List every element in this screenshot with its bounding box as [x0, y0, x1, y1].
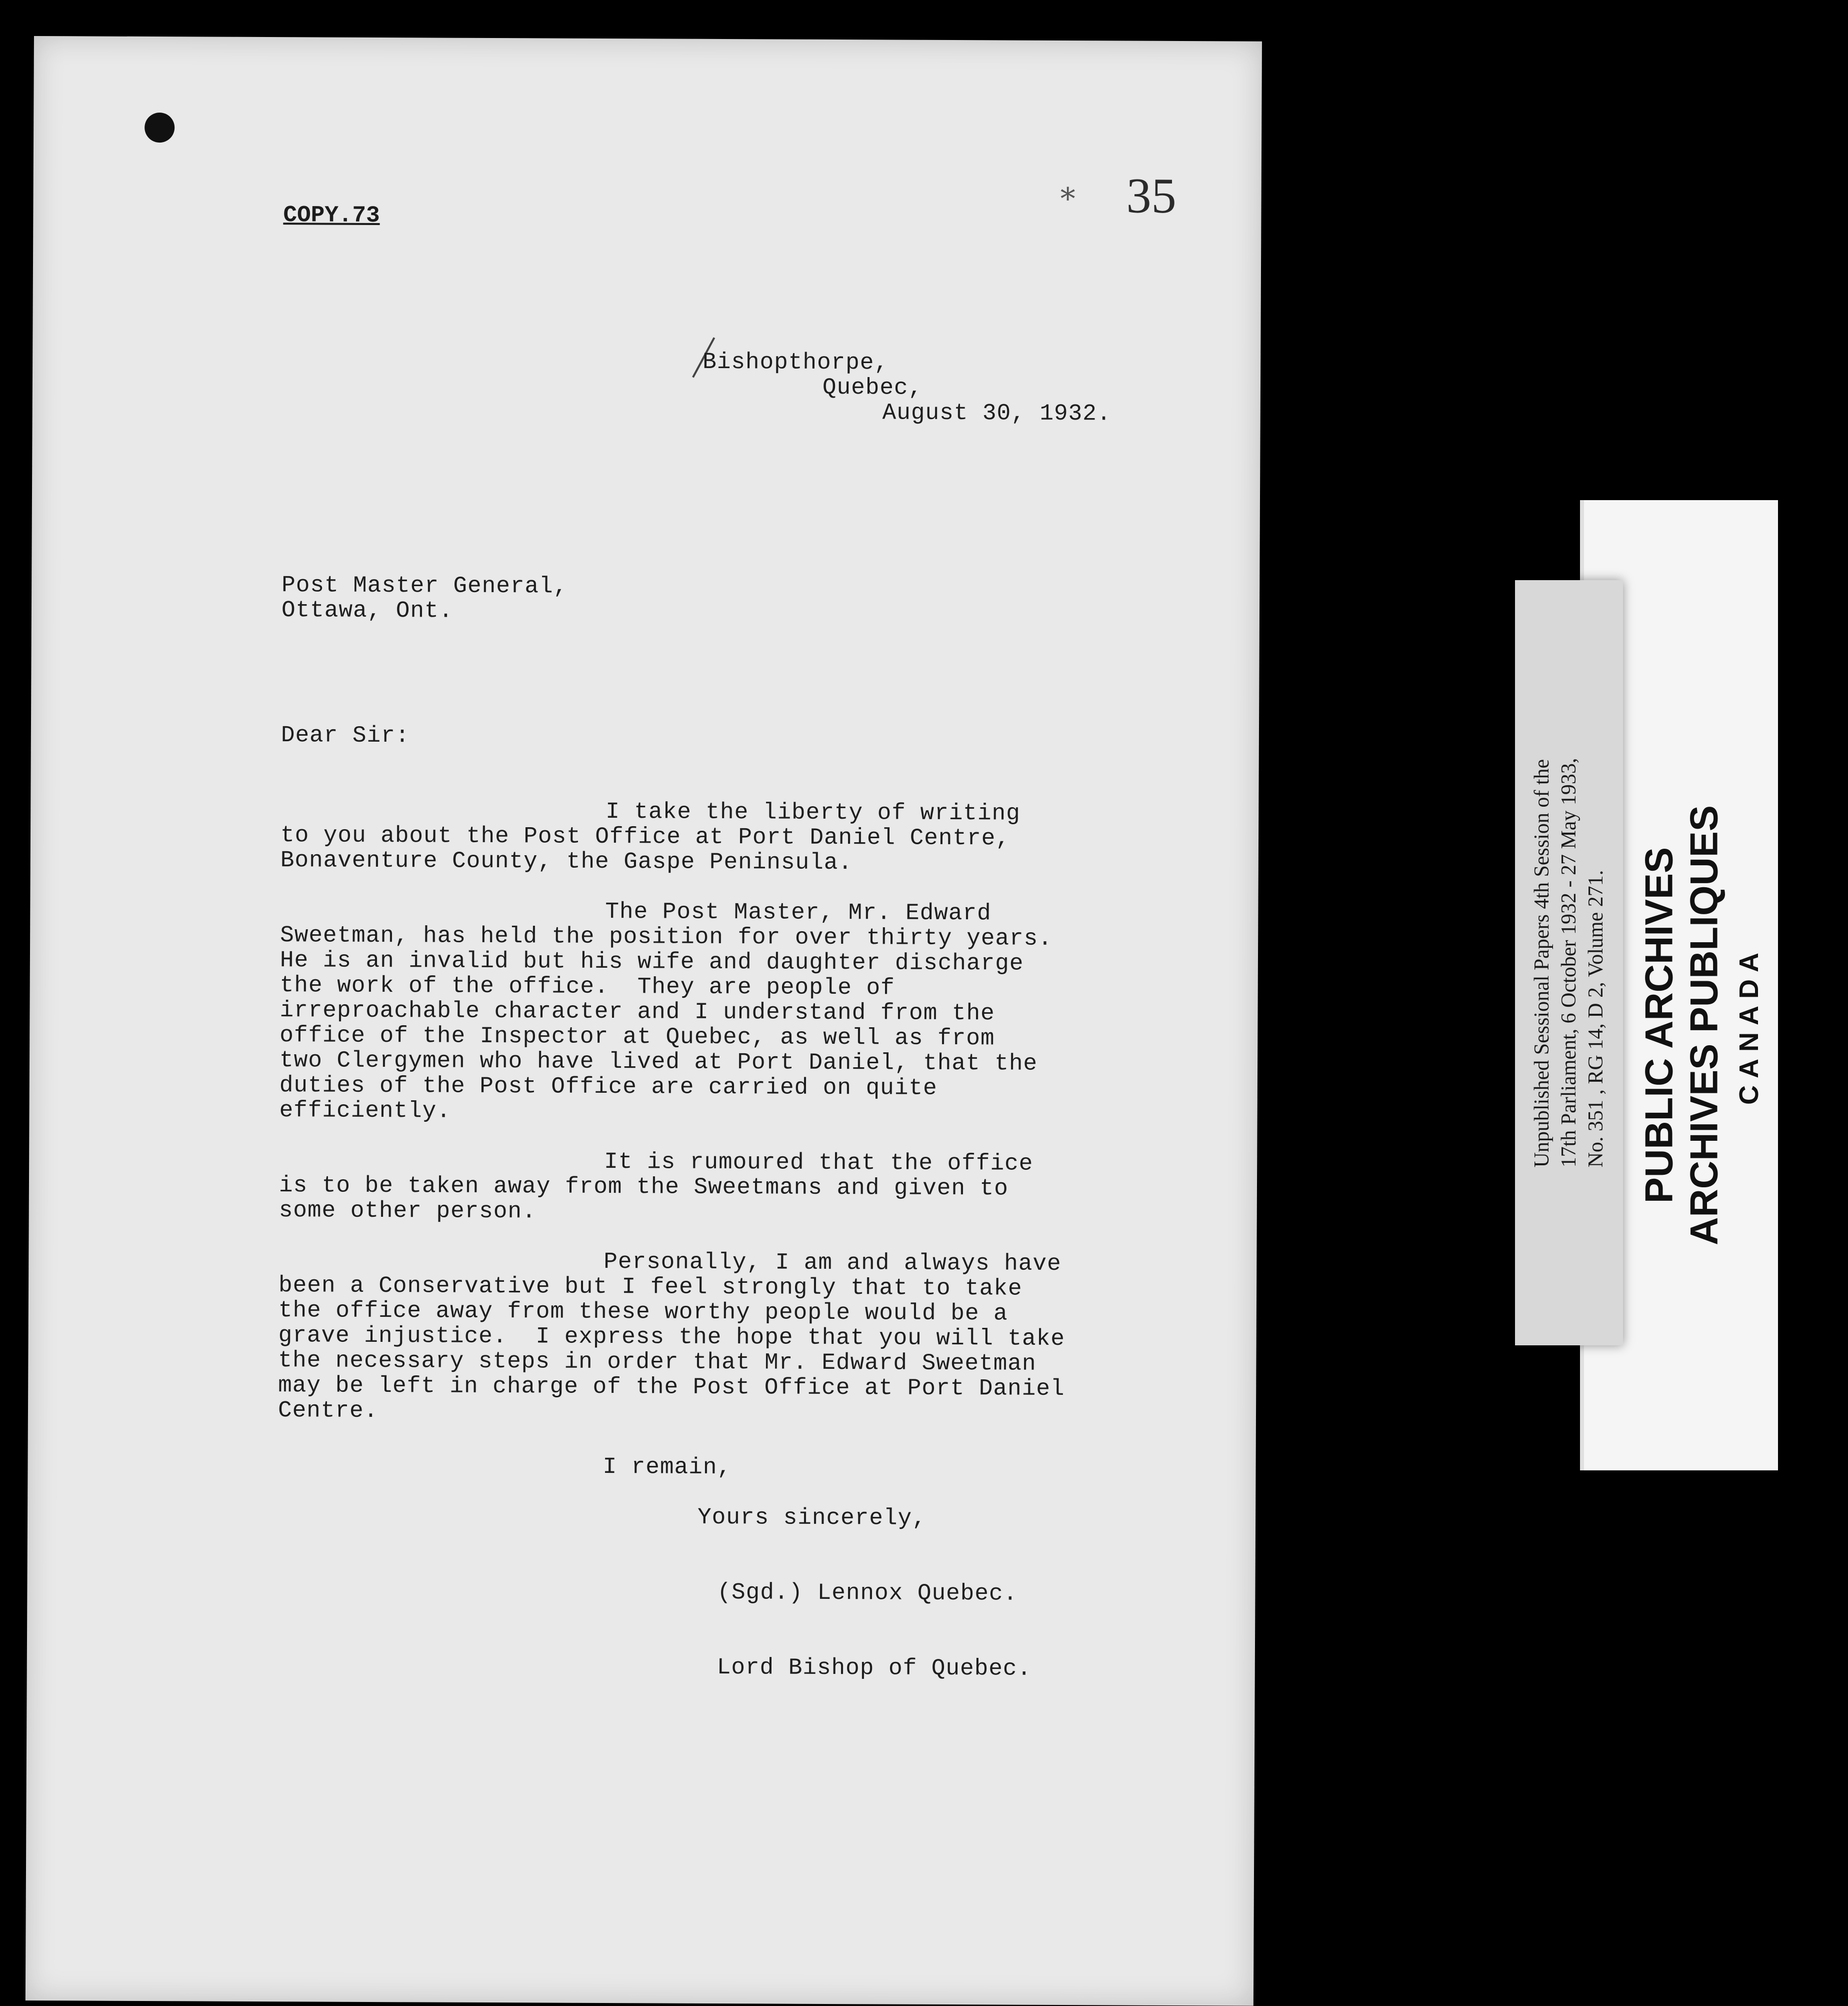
copy-mark: COPY.73	[283, 202, 380, 229]
paragraph-line: I take the liberty of writing	[606, 799, 1020, 827]
paragraph-line: may be left in charge of the Post Office at Port Daniel	[278, 1372, 1065, 1402]
paragraph-line: the office away from these worthy people would be a	[278, 1297, 1008, 1327]
paragraph-line: two Clergymen who have lived at Port Daniel, that the	[279, 1047, 1038, 1077]
stamp-line-archives-publiques: ARCHIVES PUBLIQUES	[1682, 805, 1726, 1245]
paragraph-line: some other person.	[278, 1197, 536, 1225]
stray-mark: *	[1060, 181, 1076, 217]
archive-reference-line-1: Unpublished Sessional Papers 4th Session of the	[1530, 759, 1554, 1168]
paragraph-line: He is an invalid but his wife and daughter discharge	[280, 947, 1024, 977]
paragraph-line: grave injustice. I express the hope that you will take	[278, 1322, 1066, 1352]
paragraph-line: The Post Master, Mr. Edward	[605, 899, 992, 927]
archive-reference-line-2: 17th Parliament, 6 October 1932 - 27 May 1933,	[1558, 758, 1580, 1168]
paragraph-line: Sweetman, has held the position for over thirty years.	[280, 922, 1052, 952]
page-number: 35	[1126, 168, 1176, 224]
paragraph-line: efficiently.	[279, 1097, 452, 1124]
address-line-1: Bishopthorpe,	[702, 349, 889, 376]
paragraph-line: to you about the Post Office at Port Daniel Centre,	[280, 822, 1010, 852]
signer-title: Lord Bishop of Quebec.	[716, 1654, 1032, 1682]
recipient-line-2: Ottawa, Ont.	[281, 597, 454, 624]
signature: (Sgd.) Lennox Quebec.	[717, 1579, 1018, 1607]
paragraph-line: the necessary steps in order that Mr. Edward Sweetman	[278, 1347, 1036, 1377]
letter-date: August 30, 1932.	[882, 400, 1112, 427]
recipient-line-1: Post Master General,	[282, 572, 568, 600]
paragraph-line: the work of the office. They are people of	[280, 972, 895, 1001]
archive-reference-line-3: No. 351 , RG 14, D 2, Volume 271.	[1584, 870, 1608, 1168]
stamp-line-public-archives: PUBLIC ARCHIVES	[1636, 847, 1681, 1204]
paragraph-line: Personally, I am and always have	[604, 1248, 1062, 1277]
paragraph-line: duties of the Post Office are carried on quite	[279, 1072, 938, 1101]
stamp-line-canada: CANADA	[1734, 946, 1764, 1105]
punch-hole	[144, 113, 174, 143]
paragraph-line: been a Conservative but I feel strongly that to take	[278, 1272, 1022, 1302]
paragraph-line: Bonaventure County, the Gaspe Peninsula.	[280, 847, 853, 876]
salutation: Dear Sir:	[280, 722, 410, 749]
document-page	[26, 36, 1262, 2006]
paragraph-line: office of the Inspector at Quebec, as well as from	[280, 1022, 995, 1052]
archive-reference-text	[1528, 758, 1610, 1168]
valediction: Yours sincerely,	[697, 1504, 926, 1531]
address-line-2: Quebec,	[822, 374, 923, 401]
paragraph-line: It is rumoured that the office	[604, 1148, 1034, 1177]
closing: I remain,	[602, 1453, 732, 1481]
archive-reference-label	[1515, 580, 1623, 1345]
paragraph-line: Centre.	[278, 1397, 378, 1424]
paragraph-line: irreproachable character and I understand from the	[280, 997, 995, 1027]
paragraph-line: is to be taken away from the Sweetmans and given to	[278, 1172, 1008, 1202]
